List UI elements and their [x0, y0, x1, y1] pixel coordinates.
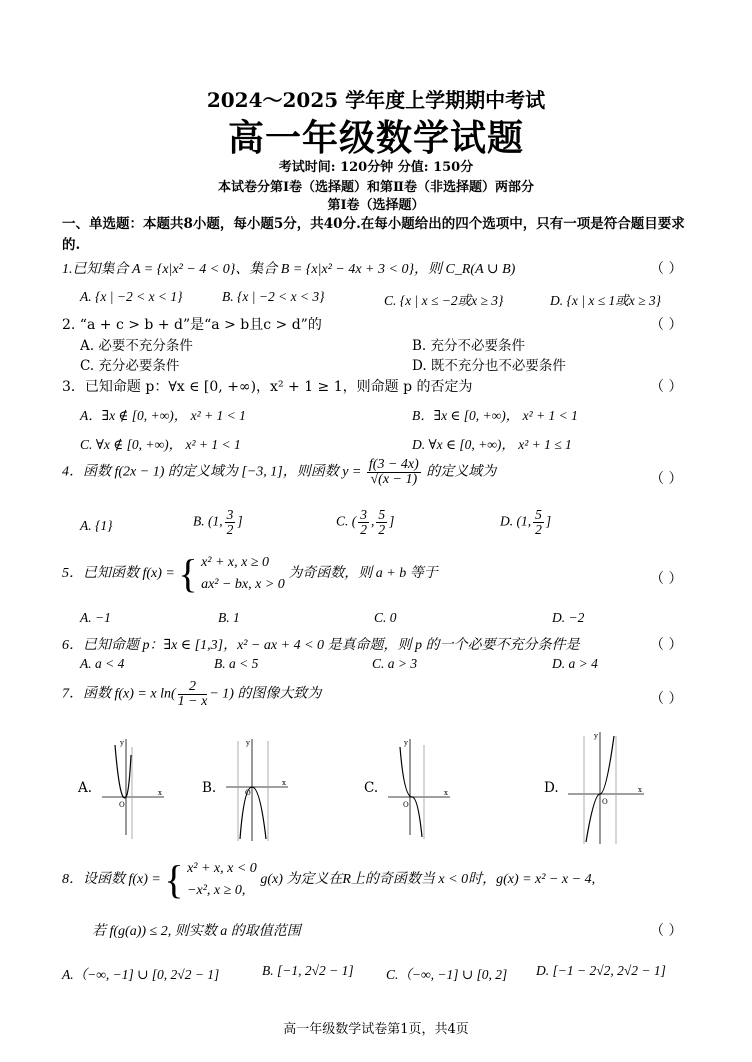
curve: [400, 747, 422, 837]
q4-d-suffix: ]: [545, 513, 552, 529]
q1-option-d: D. {x | x ≤ 1或x ≥ 3}: [550, 293, 662, 308]
q4-b-fraction: [225, 508, 236, 537]
q5-stem-tail: 为奇函数，则 a + b 等于: [288, 566, 438, 582]
q8-case1: x² + x, x < 0: [187, 861, 257, 876]
exam-heading: 2024～2025 学年度上学期期中考试: [206, 88, 546, 112]
q4-c-fraction1: [358, 508, 369, 537]
x-label: x: [444, 789, 448, 797]
q4-option-c: [336, 508, 394, 537]
q5-option-b: B. 1: [218, 610, 240, 625]
q5-cases: [201, 552, 285, 596]
q4-answer-paren: （ ）: [650, 471, 683, 487]
q7-option-c-label: C.: [364, 780, 379, 796]
y-label: y: [120, 739, 124, 747]
q4-c-den1: 2: [360, 522, 367, 537]
q4-stem-text: 4．函数 f(2x − 1) 的定义域为 [−3, 1]，则函数 y =: [62, 464, 362, 480]
q4-c-num1: 3: [360, 507, 367, 522]
part-title: 第Ⅰ卷（选择题）: [327, 198, 425, 213]
x-label: x: [158, 789, 162, 797]
q6-option-b: B. a < 5: [214, 656, 259, 671]
q1-option-b: B. {x | −2 < x < 3}: [222, 289, 325, 304]
q7-graph-c: [384, 735, 454, 840]
q1-option-c: C. {x | x ≤ −2或x ≥ 3}: [384, 293, 504, 308]
q3-stem: 3．已知命题 p：∀x ∈ [0, +∞)，x² + 1 ≥ 1，则命题 p 的否定为: [62, 379, 473, 395]
origin-label: O: [602, 798, 608, 806]
q6-option-d: D. a > 4: [552, 656, 598, 671]
q4-d-den: 2: [535, 522, 542, 537]
q6-stem: 6．已知命题 p：∃x ∈ [1,3]，x² − ax + 4 < 0 是真命题，则 p 的一个必要不充分条件是: [62, 638, 580, 653]
origin-label: O: [245, 789, 251, 797]
page-footer: 高一年级数学试卷第1页，共4页: [283, 1022, 469, 1037]
q4-d-fraction: [533, 508, 544, 537]
x-label: x: [638, 786, 642, 794]
q6-answer-paren: （ ）: [650, 637, 683, 653]
q4-option-a: A. {1}: [80, 518, 113, 533]
q3-option-b: B．∃x ∈ [0, +∞)， x² + 1 < 1: [412, 408, 578, 423]
q2-option-d: D. 既不充分也不必要条件: [412, 358, 566, 374]
q1-option-a: A. {x | −2 < x < 1}: [80, 289, 183, 304]
q5-stem: [62, 552, 438, 596]
q5-case1: x² + x, x ≥ 0: [201, 555, 270, 570]
q4-b-prefix: B. (1,: [193, 513, 223, 529]
q7-stem: [62, 680, 321, 709]
q2-option-b: B. 充分不必要条件: [412, 338, 526, 354]
q8-answer-paren: （ ）: [650, 923, 683, 939]
q1-answer-paren: （ ）: [650, 261, 683, 277]
q7-stem-tail: − 1) 的图像大致为: [209, 686, 322, 702]
q4-fraction: [367, 458, 421, 487]
y-label: y: [246, 739, 250, 747]
q4-c-fraction2: [376, 508, 387, 537]
q4-d-num: 5: [535, 507, 542, 522]
q7-option-b-label: B.: [202, 780, 217, 796]
q2-answer-paren: （ ）: [650, 317, 683, 333]
q2-option-c: C. 充分必要条件: [80, 358, 180, 374]
q7-graph-a: [98, 735, 168, 840]
q7-graph-d: [566, 728, 646, 848]
exam-info: 考试时间: 120分钟 分值: 150分: [278, 160, 474, 175]
y-label: y: [594, 732, 598, 740]
q8-stem: [62, 858, 595, 902]
q4-c-comma: ,: [371, 513, 375, 529]
q4-option-d: [500, 508, 551, 537]
q5-answer-paren: （ ）: [650, 571, 683, 587]
q4-c-den2: 2: [378, 522, 386, 537]
q1-stem: 1.已知集合 A = {x|x² − 4 < 0}、集合 B = {x|x² − 4x + 3 < 0}，则 C_R(A ∪ B): [62, 262, 516, 277]
q7-graph-b: [222, 735, 292, 845]
q6-option-c: C. a > 3: [372, 656, 418, 671]
q8-option-a: A.（−∞, −1] ∪ [0, 2√2 − 1]: [62, 967, 220, 982]
q7-option-a-label: A.: [78, 780, 93, 796]
q5-option-a: A. −1: [80, 610, 111, 625]
q6-option-a: A. a < 4: [80, 656, 125, 671]
q4-fraction-den: √(x − 1): [370, 472, 418, 487]
q8-stem-text: 8．设函数 f(x) =: [62, 872, 161, 888]
q8-stem-2: 若 f(g(a)) ≤ 2, 则实数 a 的取值范围: [92, 924, 301, 939]
q7-answer-paren: （ ）: [650, 691, 683, 707]
q3-answer-paren: （ ）: [650, 379, 683, 395]
q4-fraction-num: f(3 − 4x): [368, 457, 419, 472]
x-label: x: [282, 779, 286, 787]
q5-brace: {: [178, 551, 198, 596]
q4-c-prefix: C. (: [336, 513, 357, 529]
q8-cases: [187, 858, 257, 902]
curve: [240, 787, 266, 839]
q5-option-c: C. 0: [374, 610, 397, 625]
q8-stem-mid: g(x) 为定义在R上的奇函数当 x < 0时，g(x) = x² − x − 4,: [260, 872, 596, 888]
origin-label: O: [403, 801, 409, 809]
q4-stem: [62, 458, 496, 487]
q7-option-d-label: D.: [544, 780, 559, 796]
q4-option-b: [193, 508, 243, 537]
q8-option-d: D. [−1 − 2√2, 2√2 − 1]: [536, 963, 666, 978]
q3-option-d: D. ∀x ∈ [0, +∞)， x² + 1 ≤ 1: [412, 437, 572, 452]
q5-stem-text: 5．已知函数 f(x) =: [62, 566, 175, 582]
origin-label: O: [119, 801, 125, 809]
section-instructions: 一、单选题：本题共8小题，每小题5分，共40分.在每小题给出的四个选项中，只有一项是符合题目要求的.: [62, 216, 685, 253]
q3-option-a: A．∃x ∉ [0, +∞)， x² + 1 < 1: [80, 408, 246, 423]
q4-c-num2: 5: [378, 507, 386, 522]
y-label: y: [404, 739, 408, 747]
q2-option-a: A. 必要不充分条件: [80, 338, 193, 354]
q7-den: 1 − x: [177, 694, 208, 709]
q7-fraction: [178, 680, 208, 709]
paper-note: 本试卷分第Ⅰ卷（选择题）和第Ⅱ卷（非选择题）两部分: [217, 180, 535, 195]
page-title: 高一年级数学试题: [227, 117, 524, 159]
q7-num: 2: [178, 680, 208, 695]
curve: [115, 745, 131, 798]
q4-b-den: 2: [226, 522, 234, 537]
q2-stem: 2. “a + c > b + d”是“a > b且c > d”的: [62, 317, 322, 333]
q8-case2: −x², x ≥ 0,: [187, 883, 246, 898]
q4-b-suffix: ]: [237, 513, 243, 529]
q8-brace: {: [164, 857, 184, 902]
q4-stem-tail: 的定义域为: [426, 464, 497, 480]
q8-option-b: B. [−1, 2√2 − 1]: [262, 963, 354, 978]
q5-option-d: D. −2: [552, 610, 585, 625]
q4-c-suffix: ]: [389, 513, 395, 529]
q7-stem-text: 7．函数 f(x) = x ln(: [62, 686, 176, 702]
q4-d-prefix: D. (1,: [500, 513, 532, 529]
q5-case2: ax² − bx, x > 0: [201, 577, 285, 592]
q3-option-c: C. ∀x ∉ [0, +∞)， x² + 1 < 1: [80, 437, 241, 452]
q8-option-c: C.（−∞, −1] ∪ [0, 2]: [386, 967, 508, 982]
q4-b-num: 3: [226, 507, 234, 522]
